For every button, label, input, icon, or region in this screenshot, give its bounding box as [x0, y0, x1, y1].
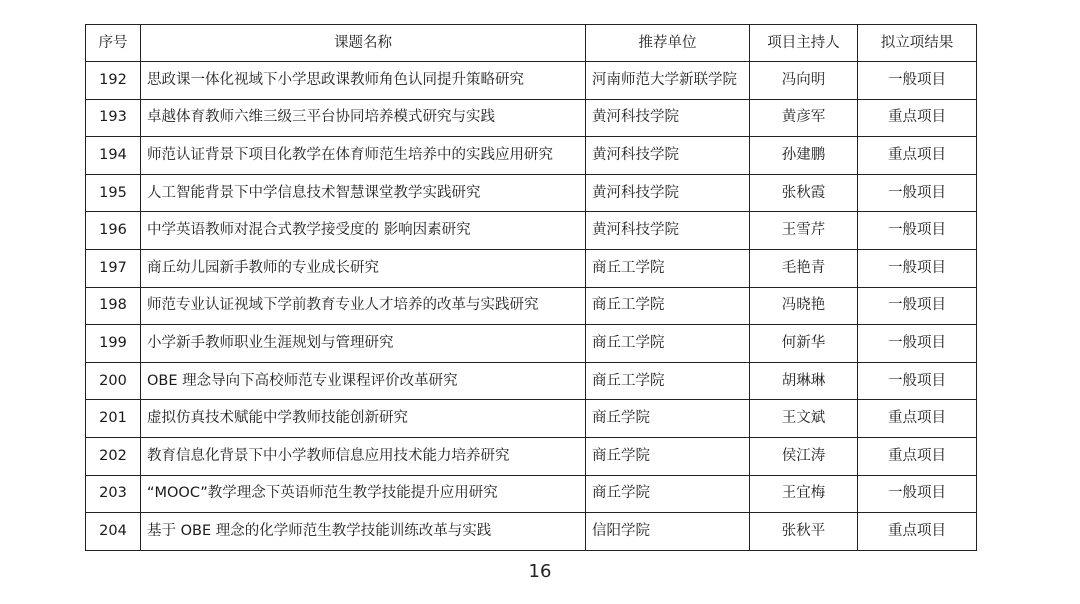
cell-approval-result: 一般项目	[858, 249, 977, 287]
cell-project-title: 教育信息化背景下中小学教师信息应用技术能力培养研究	[141, 437, 586, 475]
cell-serial-number: 203	[86, 475, 141, 513]
cell-serial-number: 196	[86, 212, 141, 250]
cell-project-title: 小学新手教师职业生涯规划与管理研究	[141, 325, 586, 363]
cell-recommending-unit: 信阳学院	[586, 513, 750, 551]
cell-project-title: “MOOC”教学理念下英语师范生教学技能提升应用研究	[141, 475, 586, 513]
cell-recommending-unit: 商丘学院	[586, 400, 750, 438]
cell-project-host: 冯向明	[750, 62, 858, 100]
cell-approval-result: 重点项目	[858, 400, 977, 438]
cell-approval-result: 一般项目	[858, 475, 977, 513]
cell-project-title: 基于 OBE 理念的化学师范生教学技能训练改革与实践	[141, 513, 586, 551]
cell-project-host: 毛艳青	[750, 249, 858, 287]
table-row	[86, 249, 977, 287]
cell-serial-number: 202	[86, 437, 141, 475]
cell-approval-result: 一般项目	[858, 325, 977, 363]
cell-serial-number: 201	[86, 400, 141, 438]
table-row	[86, 513, 977, 551]
page-number: 16	[528, 561, 552, 582]
cell-recommending-unit: 商丘工学院	[586, 325, 750, 363]
cell-project-host: 孙建鹏	[750, 137, 858, 175]
cell-serial-number: 197	[86, 249, 141, 287]
cell-project-host: 冯晓艳	[750, 287, 858, 325]
cell-approval-result: 重点项目	[858, 437, 977, 475]
header-project-title: 课题名称	[141, 25, 586, 62]
cell-serial-number: 199	[86, 325, 141, 363]
cell-recommending-unit: 黄河科技学院	[586, 99, 750, 137]
cell-project-host: 张秋霞	[750, 174, 858, 212]
cell-project-host: 王宜梅	[750, 475, 858, 513]
cell-approval-result: 重点项目	[858, 99, 977, 137]
header-serial-number: 序号	[86, 25, 141, 62]
table-header-row	[86, 25, 977, 62]
cell-project-host: 王文斌	[750, 400, 858, 438]
cell-approval-result: 一般项目	[858, 287, 977, 325]
cell-project-title: 师范专业认证视域下学前教育专业人才培养的改革与实践研究	[141, 287, 586, 325]
table-row	[86, 174, 977, 212]
cell-recommending-unit: 黄河科技学院	[586, 137, 750, 175]
cell-serial-number: 204	[86, 513, 141, 551]
cell-project-host: 胡琳琳	[750, 362, 858, 400]
cell-project-host: 何新华	[750, 325, 858, 363]
cell-recommending-unit: 商丘学院	[586, 437, 750, 475]
cell-serial-number: 195	[86, 174, 141, 212]
cell-project-title: 师范认证背景下项目化教学在体育师范生培养中的实践应用研究	[141, 137, 586, 175]
cell-project-title: OBE 理念导向下高校师范专业课程评价改革研究	[141, 362, 586, 400]
cell-recommending-unit: 黄河科技学院	[586, 212, 750, 250]
cell-approval-result: 重点项目	[858, 137, 977, 175]
table-row	[86, 362, 977, 400]
table-row	[86, 437, 977, 475]
cell-project-host: 王雪芹	[750, 212, 858, 250]
table-row	[86, 400, 977, 438]
cell-approval-result: 一般项目	[858, 62, 977, 100]
cell-project-title: 虚拟仿真技术赋能中学教师技能创新研究	[141, 400, 586, 438]
cell-approval-result: 一般项目	[858, 212, 977, 250]
cell-project-host: 侯江涛	[750, 437, 858, 475]
cell-recommending-unit: 商丘学院	[586, 475, 750, 513]
table-row	[86, 62, 977, 100]
header-approval-result: 拟立项结果	[858, 25, 977, 62]
cell-project-title: 中学英语教师对混合式教学接受度的 影响因素研究	[141, 212, 586, 250]
cell-recommending-unit: 商丘工学院	[586, 249, 750, 287]
table-row	[86, 287, 977, 325]
cell-serial-number: 193	[86, 99, 141, 137]
cell-recommending-unit: 商丘工学院	[586, 362, 750, 400]
header-recommending-unit: 推荐单位	[586, 25, 750, 62]
cell-project-title: 思政课一体化视域下小学思政课教师角色认同提升策略研究	[141, 62, 586, 100]
cell-recommending-unit: 河南师范大学新联学院	[586, 62, 750, 100]
table-row	[86, 99, 977, 137]
project-table	[85, 24, 977, 551]
table-row	[86, 212, 977, 250]
table-row	[86, 475, 977, 513]
cell-serial-number: 198	[86, 287, 141, 325]
cell-project-title: 商丘幼儿园新手教师的专业成长研究	[141, 249, 586, 287]
cell-serial-number: 200	[86, 362, 141, 400]
cell-approval-result: 重点项目	[858, 513, 977, 551]
cell-project-title: 卓越体育教师六维三级三平台协同培养模式研究与实践	[141, 99, 586, 137]
cell-serial-number: 192	[86, 62, 141, 100]
cell-project-host: 黄彦军	[750, 99, 858, 137]
cell-serial-number: 194	[86, 137, 141, 175]
header-project-host: 项目主持人	[750, 25, 858, 62]
table-row	[86, 325, 977, 363]
cell-approval-result: 一般项目	[858, 362, 977, 400]
table-row	[86, 137, 977, 175]
cell-approval-result: 一般项目	[858, 174, 977, 212]
cell-recommending-unit: 商丘工学院	[586, 287, 750, 325]
cell-recommending-unit: 黄河科技学院	[586, 174, 750, 212]
cell-project-host: 张秋平	[750, 513, 858, 551]
cell-project-title: 人工智能背景下中学信息技术智慧课堂教学实践研究	[141, 174, 586, 212]
